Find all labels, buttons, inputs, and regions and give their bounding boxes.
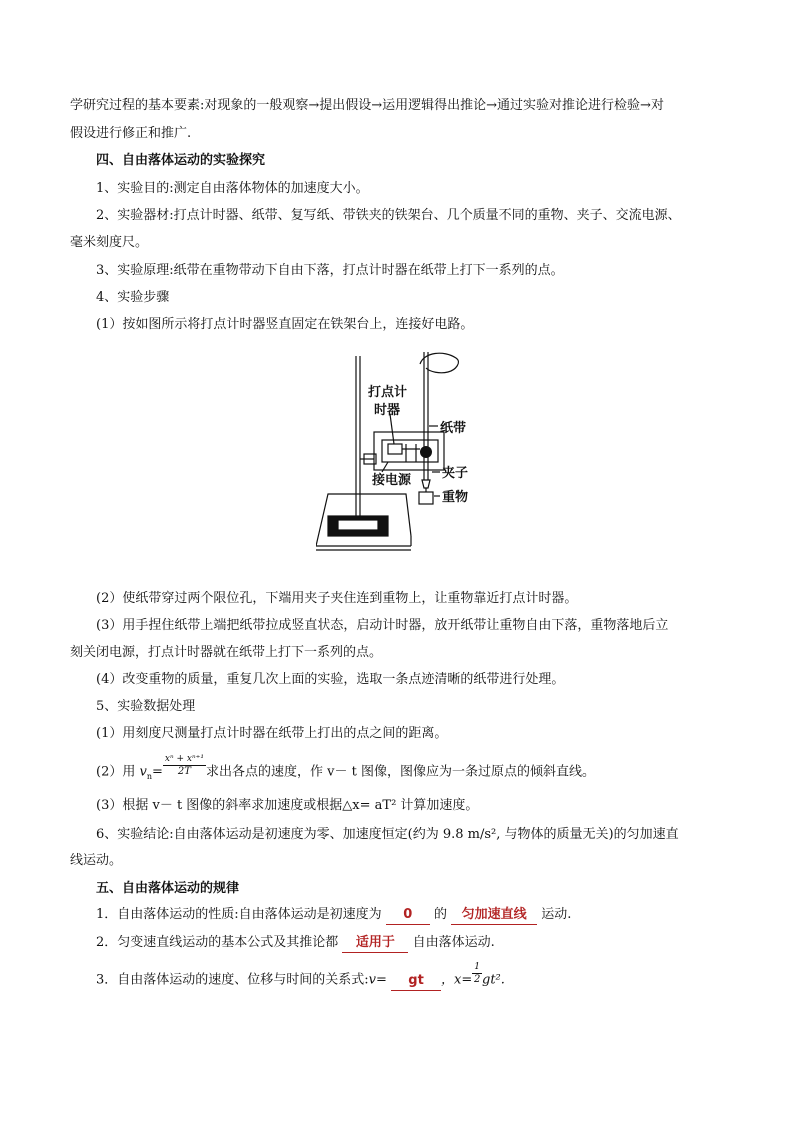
rule2	[96, 934, 495, 953]
equals-sign: =	[152, 764, 163, 780]
label-timer-line1: 打点计	[368, 385, 408, 400]
experiment-equipment-line1: 2、实验器材:打点计时器、纸带、复写纸、带铁夹的铁架台、几个质量不同的重物、夹子、交流电源、	[96, 208, 681, 223]
rule3-velocity-label: v=	[368, 972, 387, 988]
rule1	[96, 906, 571, 925]
section3-tail-line2: 假设进行修正和推广.	[70, 126, 192, 141]
label-paper-tape: 纸带	[440, 421, 467, 436]
label-clip: 夹子	[442, 466, 469, 481]
rule3-fraction-denominator: 2	[473, 974, 481, 985]
rule1-blank-motion-type: 匀加速直线	[451, 906, 537, 925]
experiment-step2: (2）使纸带穿过两个限位孔，下端用夹子夹住连到重物上，让重物靠近打点计时器。	[96, 591, 578, 606]
rule3-fraction-numerator: 1	[474, 962, 481, 972]
label-timer-line2: 时器	[374, 403, 401, 418]
fraction-denominator: 2T	[177, 766, 191, 777]
velocity-subscript: n	[146, 772, 152, 782]
rule2-text-b: 自由落体运动.	[412, 935, 495, 950]
data-processing-step1: (1）用刻度尺测量打点计时器在纸带上打出的点之间的距离。	[96, 726, 448, 741]
rule2-blank-applicable: 适用于	[342, 934, 408, 953]
experiment-principle: 3、实验原理:纸带在重物带动下自由下落，打点计时器在纸带上打下一系列的点。	[96, 263, 564, 278]
fraction-numerator: xⁿ + xⁿ⁺¹	[164, 754, 204, 764]
rule1-text-b: 的	[433, 907, 447, 922]
rule3-displacement-label: ，x=	[441, 972, 473, 988]
experiment-step3-line1: (3）用手捏住纸带上端把纸带拉成竖直状态，启动计时器，放开纸带让重物自由下落，重物落地后立	[96, 618, 669, 633]
section5-title: 五、自由落体运动的规律	[96, 881, 240, 896]
experiment-step4: (4）改变重物的质量，重复几次上面的实验，选取一条点迹清晰的纸带进行处理。	[96, 672, 565, 687]
section3-tail-line1: 学研究过程的基本要素:对现象的一般观察→提出假设→运用逻辑得出推论→通过实验对推论进行检验→对	[70, 98, 664, 113]
experiment-purpose: 1、实验目的:测定自由落体物体的加速度大小。	[96, 181, 369, 196]
rule3-text-a: 3．自由落体运动的速度、位移与时间的关系式:	[96, 972, 369, 988]
data2-suffix: 求出各点的速度，作 v－ t 图像，图像应为一条过原点的倾斜直线。	[205, 764, 595, 780]
rule3-tail: gt².	[482, 972, 505, 988]
experiment-equipment-line2: 毫米刻度尺。	[70, 235, 149, 250]
velocity-symbol: v	[139, 764, 147, 780]
experiment-conclusion-line1: 6、实验结论:自由落体运动是初速度为零、加速度恒定(约为 9.8 m/s², 与物体的质量无关)的匀加速直	[96, 827, 679, 842]
data2-prefix: (2）用	[96, 764, 140, 780]
rule1-text-a: 1．自由落体运动的性质:自由落体运动是初速度为	[96, 907, 382, 922]
label-weight: 重物	[442, 490, 469, 505]
rule3-fraction	[472, 962, 482, 986]
rule1-text-c: 运动.	[541, 907, 572, 922]
label-power: 接电源	[372, 473, 412, 488]
rule3-blank-velocity: gt	[391, 972, 441, 991]
experiment-step3-line2: 刻关闭电源，打点计时器就在纸带上打下一系列的点。	[70, 645, 383, 660]
experiment-steps-title: 4、实验步骤	[96, 290, 170, 305]
experiment-step1: (1）按如图所示将打点计时器竖直固定在铁架台上，连接好电路。	[96, 317, 474, 332]
data-processing-step3: (3）根据 v－ t 图像的斜率求加速度或根据△x= aT² 计算加速度。	[96, 798, 479, 813]
section4-title: 四、自由落体运动的实验探究	[96, 153, 266, 168]
apparatus-diagram	[316, 350, 486, 566]
data-processing-step2	[96, 754, 595, 786]
data-processing-title: 5、实验数据处理	[96, 699, 196, 714]
experiment-conclusion-line2: 线运动。	[70, 853, 123, 868]
rule1-blank-initial-velocity: 0	[386, 906, 430, 925]
rule3	[96, 962, 505, 992]
rule2-text-a: 2．匀变速直线运动的基本公式及其推论都	[96, 935, 339, 950]
velocity-fraction	[163, 754, 206, 778]
